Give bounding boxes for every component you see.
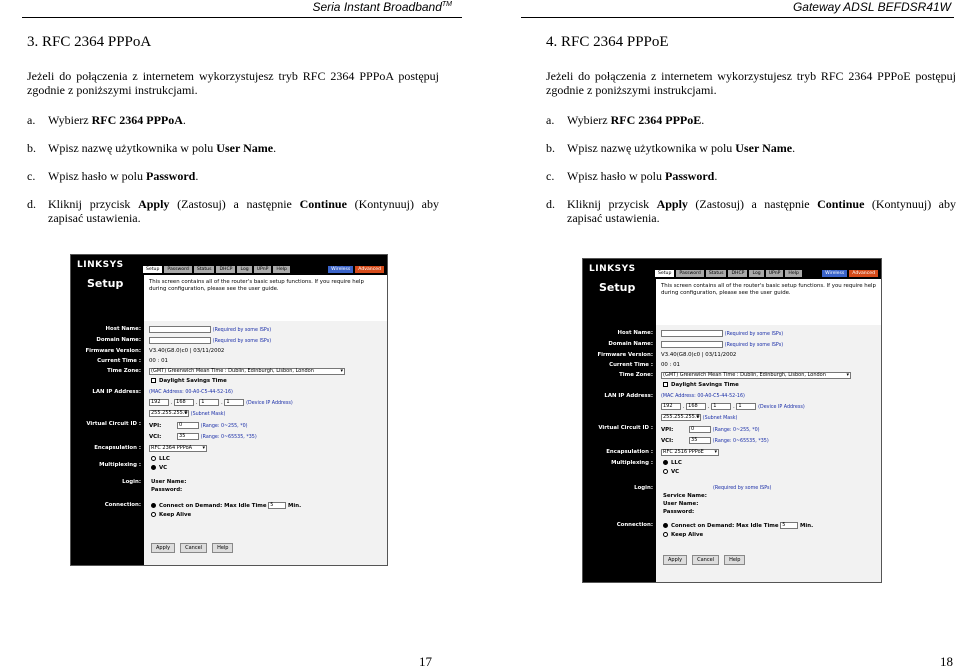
apply-button[interactable]: Apply (151, 543, 175, 553)
host-name-label: Host Name: (617, 330, 653, 336)
firmware-label: Firmware Version: (597, 352, 653, 358)
vci-input[interactable]: 35 (689, 437, 711, 444)
router-topbar (71, 255, 387, 275)
lan-ip-label: LAN IP Address: (92, 389, 141, 395)
keep-alive-radio[interactable] (663, 532, 668, 537)
time-zone-select[interactable]: (GMT) Greenwich Mean Time : Dublin, Edinburgh, Lisbon, London ▾ (661, 372, 851, 379)
step-d: d. Kliknij przycisk Apply (Zastosuj) a następnie Continue (Kontynuuj) aby zapisać ustawienia. (546, 197, 956, 225)
firmware-label: Firmware Version: (85, 348, 141, 354)
keep-alive-radio[interactable] (151, 512, 156, 517)
router-setup-screenshot-pppoe (582, 258, 882, 583)
connect-on-demand-radio[interactable] (663, 523, 668, 528)
domain-name-label: Domain Name: (96, 337, 141, 343)
router-adv-tabs (822, 270, 878, 277)
ip-octet-2[interactable]: 168 (686, 403, 706, 410)
time-zone-label: Time Zone: (619, 372, 653, 378)
ip-octet-4[interactable]: 1 (736, 403, 756, 410)
router-setup-screenshot-pppoa (70, 254, 388, 566)
setup-form: Host Name: (Required by some ISPs) Domain Name: (Required by some ISPs) Firmware Version: V3.40(G8.0)c0 | 03/11/2002 Current Time : 00 : 01 Time Zone: (GMT) Greenwich Mean Time : Dublin, Edinburgh, Lisbon, London ▾ Daylight Savings Time LAN IP Address: (MAC Address: 00-A0-C5-44-52-16) 192 . 168 . 1 . 1 (Device IP Address) 255.255.255.0 ▾ (Subnet Mask) Virtual Circuit ID : VPI: 0 (Range: 0~255, *0) VCI: 35 (Range: 0~65535, *35) Encapsulation : RFC 2364 PPPoA ▾ LLC Multiplexing : VC Login: User Name: Password: Connection: Connect on Demand: Max Idle Time 5 Min. Keep Alive Apply Cancel Help (71, 321, 387, 565)
help-button[interactable]: Help (724, 555, 745, 565)
dst-checkbox[interactable] (151, 378, 156, 383)
encapsulation-label: Encapsulation : (606, 449, 653, 455)
ip-octet-3[interactable]: 1 (199, 399, 219, 406)
current-time-value: 00 : 01 (149, 358, 168, 364)
host-name-label: Host Name: (105, 326, 141, 332)
tab-dhcp[interactable]: DHCP (728, 270, 747, 277)
section-heading: 3. RFC 2364 PPPoA (27, 34, 152, 50)
setup-title: Setup (599, 281, 636, 294)
time-zone-select[interactable]: (GMT) Greenwich Mean Time : Dublin, Edinburgh, Lisbon, London ▾ (149, 368, 345, 375)
linksys-logo: LINKSYS (77, 260, 124, 270)
tab-setup[interactable]: Setup (655, 270, 674, 277)
virtual-circuit-label: Virtual Circuit ID : (598, 425, 653, 431)
intro-paragraph: Jeżeli do połączenia z internetem wykorzystujesz tryb RFC 2364 PPPoE postępuj zgodnie z poniższymi instrukcjami. (546, 69, 956, 97)
tab-help[interactable]: Help (273, 266, 289, 273)
tab-status[interactable]: Status (194, 266, 215, 273)
page-17 (0, 0, 479, 669)
connection-label: Connection: (104, 502, 141, 508)
step-a: a. Wybierz RFC 2364 PPPoA. (27, 113, 186, 127)
header-rule (22, 17, 462, 18)
running-header: Gateway ADSL BEFDSR41W (792, 0, 951, 14)
current-time-label: Current Time : (609, 362, 653, 368)
page-number: 17 (419, 654, 432, 669)
step-d: d. Kliknij przycisk Apply (Zastosuj) a następnie Continue (Kontynuuj) aby zapisać ustawienia. (27, 197, 439, 225)
login-label: Login: (122, 479, 141, 485)
domain-name-input[interactable] (149, 337, 211, 344)
tab-wireless[interactable]: Wireless (328, 266, 353, 273)
tab-advanced[interactable]: Advanced (849, 270, 878, 277)
idle-time-input[interactable]: 5 (780, 522, 798, 529)
encapsulation-label: Encapsulation : (94, 445, 141, 451)
page-number: 18 (940, 654, 953, 669)
setup-title: Setup (87, 277, 124, 290)
idle-time-input[interactable]: 5 (268, 502, 286, 509)
host-name-input[interactable] (149, 326, 211, 333)
ip-octet-1[interactable]: 192 (661, 403, 681, 410)
tab-upnp[interactable]: UPnP (254, 266, 272, 273)
step-b: b. Wpisz nazwę użytkownika w polu User Name. (546, 141, 796, 155)
connection-label: Connection: (616, 522, 653, 528)
cancel-button[interactable]: Cancel (180, 543, 207, 553)
setup-description: This screen contains all of the router's basic setup functions. If you require help during configuration, please see the user guide. (149, 279, 364, 292)
tab-wireless[interactable]: Wireless (822, 270, 847, 277)
router-topbar (583, 259, 881, 279)
vpi-input[interactable]: 0 (177, 422, 199, 429)
ip-octet-3[interactable]: 1 (711, 403, 731, 410)
tab-status[interactable]: Status (706, 270, 727, 277)
multiplexing-label: Multiplexing : (611, 460, 653, 466)
tab-log[interactable]: Log (237, 266, 251, 273)
time-zone-label: Time Zone: (107, 368, 141, 374)
setup-description: This screen contains all of the router's basic setup functions. If you require help during configuration, please see the user guide. (661, 283, 876, 296)
step-c: c. Wpisz hasło w polu Password. (546, 169, 718, 183)
encapsulation-select[interactable]: RFC 2516 PPPoE ▾ (661, 449, 719, 456)
router-tabs (143, 266, 290, 273)
lan-ip-label: LAN IP Address: (604, 393, 653, 399)
router-tabs (655, 270, 802, 277)
vc-radio[interactable] (151, 465, 156, 470)
vci-input[interactable]: 35 (177, 433, 199, 440)
intro-paragraph: Jeżeli do połączenia z internetem wykorzystujesz tryb RFC 2364 PPPoA postępuj zgodnie z poniższymi instrukcjami. (27, 69, 439, 97)
tab-dhcp[interactable]: DHCP (216, 266, 235, 273)
llc-radio[interactable] (663, 460, 668, 465)
connect-on-demand-radio[interactable] (151, 503, 156, 508)
ip-octet-4[interactable]: 1 (224, 399, 244, 406)
host-name-input[interactable] (661, 330, 723, 337)
running-header: Seria Instant Broadband™ (312, 0, 452, 14)
tab-upnp[interactable]: UPnP (766, 270, 784, 277)
domain-name-label: Domain Name: (608, 341, 653, 347)
llc-radio[interactable] (151, 456, 156, 461)
router-adv-tabs (328, 266, 384, 273)
apply-button[interactable]: Apply (663, 555, 687, 565)
firmware-value: V3.40(G8.0)c0 | 03/11/2002 (661, 352, 737, 358)
step-a: a. Wybierz RFC 2364 PPPoE. (546, 113, 705, 127)
current-time-value: 00 : 01 (661, 362, 680, 368)
domain-name-input[interactable] (661, 341, 723, 348)
setup-form: Host Name: (Required by some ISPs) Domain Name: (Required by some ISPs) Firmware Version: V3.40(G8.0)c0 | 03/11/2002 Current Time : 00 : 01 Time Zone: (GMT) Greenwich Mean Time : Dublin, Edinburgh, Lisbon, London ▾ Daylight Savings Time LAN IP Address: (MAC Address: 00-A0-C5-44-52-16) 192 . 168 . 1 . 1 (Device IP Address) 255.255.255.0 ▾ (Subnet Mask) Virtual Circuit ID : VPI: 0 (Range: 0~255, *0) VCI: 35 (Range: 0~65535, *35) Encapsulation : RFC 2516 PPPoE ▾ Multiplexing : LLC VC Login: (Required by some ISPs) Service Name: User Name: Password: Connection: Connect on Demand: Max Idle Time 5 Min. Keep Alive Apply Cancel Help (583, 325, 881, 582)
vc-radio[interactable] (663, 469, 668, 474)
current-time-label: Current Time : (97, 358, 141, 364)
encapsulation-select[interactable]: RFC 2364 PPPoA ▾ (149, 445, 207, 452)
ip-octet-1[interactable]: 192 (149, 399, 169, 406)
step-c: c. Wpisz hasło w polu Password. (27, 169, 199, 183)
virtual-circuit-label: Virtual Circuit ID : (86, 421, 141, 427)
subnet-mask-select[interactable]: 255.255.255.0 ▾ (661, 414, 701, 421)
dst-checkbox[interactable] (663, 382, 668, 387)
tab-help[interactable]: Help (785, 270, 801, 277)
cancel-button[interactable]: Cancel (692, 555, 719, 565)
ip-octet-2[interactable]: 168 (174, 399, 194, 406)
tab-password[interactable]: Password (676, 270, 703, 277)
step-b: b. Wpisz nazwę użytkownika w polu User Name. (27, 141, 277, 155)
tab-password[interactable]: Password (164, 266, 191, 273)
firmware-value: V3.40(G8.0)c0 | 03/11/2002 (149, 348, 225, 354)
header-rule (521, 17, 954, 18)
tab-setup[interactable]: Setup (143, 266, 162, 273)
login-label: Login: (634, 485, 653, 491)
section-heading: 4. RFC 2364 PPPoE (546, 34, 669, 50)
linksys-logo: LINKSYS (589, 264, 636, 274)
vpi-input[interactable]: 0 (689, 426, 711, 433)
subnet-mask-select[interactable]: 255.255.255.0 ▾ (149, 410, 189, 417)
tab-advanced[interactable]: Advanced (355, 266, 384, 273)
multiplexing-label: Multiplexing : (99, 462, 141, 468)
tab-log[interactable]: Log (749, 270, 763, 277)
page-18 (480, 0, 959, 669)
help-button[interactable]: Help (212, 543, 233, 553)
